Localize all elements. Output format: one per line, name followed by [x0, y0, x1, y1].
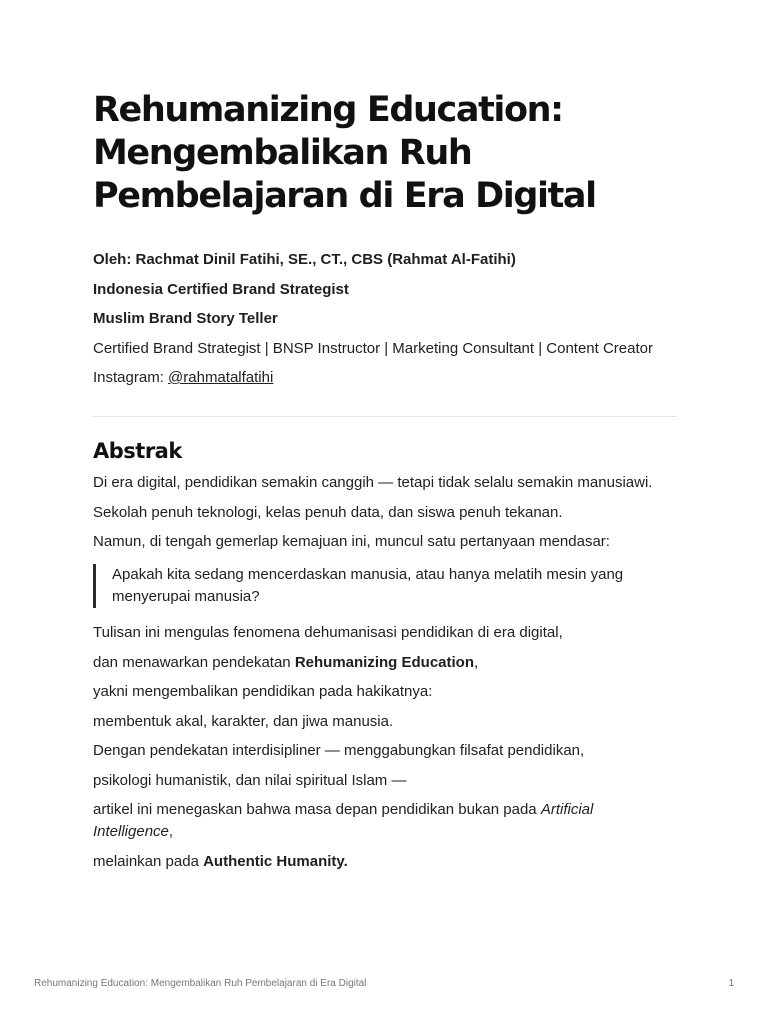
blockquote	[93, 564, 677, 608]
abstract-paragraph-5	[93, 652, 677, 674]
instagram-link[interactable]: @rahmatalfatihi	[168, 369, 274, 386]
abstract-paragraph-10	[93, 799, 677, 843]
page-number: 1	[728, 978, 734, 989]
p5-text: dan menawarkan pendekatan	[93, 653, 295, 671]
roles-line: Certified Brand Strategist | BNSP Instructor | Marketing Consultant | Content Creator	[93, 339, 653, 357]
credential-line-1: Indonesia Certified Brand Strategist	[93, 280, 349, 298]
abstract-paragraph-2: Sekolah penuh teknologi, kelas penuh data, dan siswa penuh tekanan.	[93, 503, 563, 521]
instagram-line	[93, 367, 677, 389]
abstract-paragraph-11	[93, 851, 677, 873]
p5-punct: ,	[474, 653, 479, 671]
p10-punct: ,	[168, 823, 174, 840]
abstract-paragraph-9: psikologi humanistik, dan nilai spiritual Islam —	[93, 771, 407, 789]
footer-running-title: Rehumanizing Education: Mengembalikan Ruh Pembelajaran di Era Digital	[34, 978, 367, 989]
abstract-paragraph-8: Dengan pendekatan interdisipliner — menggabungkan filsafat pendidikan,	[93, 742, 585, 759]
p5-bold: Rehumanizing Education	[294, 653, 474, 671]
abstract-paragraph-1: Di era digital, pendidikan semakin canggih — tetapi tidak selalu semakin manusiawi.	[93, 474, 653, 491]
p11-text: melainkan pada	[93, 852, 204, 870]
page-title	[93, 89, 677, 218]
abstract-heading: Abstrak	[93, 439, 182, 463]
abstract-paragraph-6: yakni mengembalikan pendidikan pada hakikatnya:	[93, 683, 433, 700]
author-info	[93, 249, 677, 397]
abstract-body	[93, 472, 677, 880]
p11-bold: Authentic Humanity.	[203, 852, 348, 870]
title-line-1: Rehumanizing Education:	[93, 90, 563, 130]
p10-text: artikel ini menegaskan bahwa masa depan pendidikan bukan pada	[93, 801, 541, 818]
page-footer	[34, 977, 734, 991]
title-line-3: Pembelajaran di Era Digital	[93, 176, 596, 216]
p10-italic: Artificial Intelligence	[93, 801, 594, 840]
abstract-paragraph-4: Tulisan ini mengulas fenomena dehumanisasi pendidikan di era digital,	[93, 624, 563, 641]
title-line-2: Mengembalikan Ruh	[93, 133, 472, 173]
instagram-label: Instagram:	[93, 369, 169, 386]
abstract-paragraph-7: membentuk akal, karakter, dan jiwa manusia.	[93, 712, 394, 730]
credential-line-2: Muslim Brand Story Teller	[93, 310, 278, 327]
abstract-paragraph-3: Namun, di tengah gemerlap kemajuan ini, muncul satu pertanyaan mendasar:	[93, 533, 610, 550]
author-line: Oleh: Rachmat Dinil Fatihi, SE., CT., CBS (Rahmat Al-Fatihi)	[93, 251, 516, 268]
section-divider	[93, 416, 677, 417]
blockquote-text: Apakah kita sedang mencerdaskan manusia, atau hanya melatih mesin yang menyerupai manusia?	[112, 566, 624, 605]
